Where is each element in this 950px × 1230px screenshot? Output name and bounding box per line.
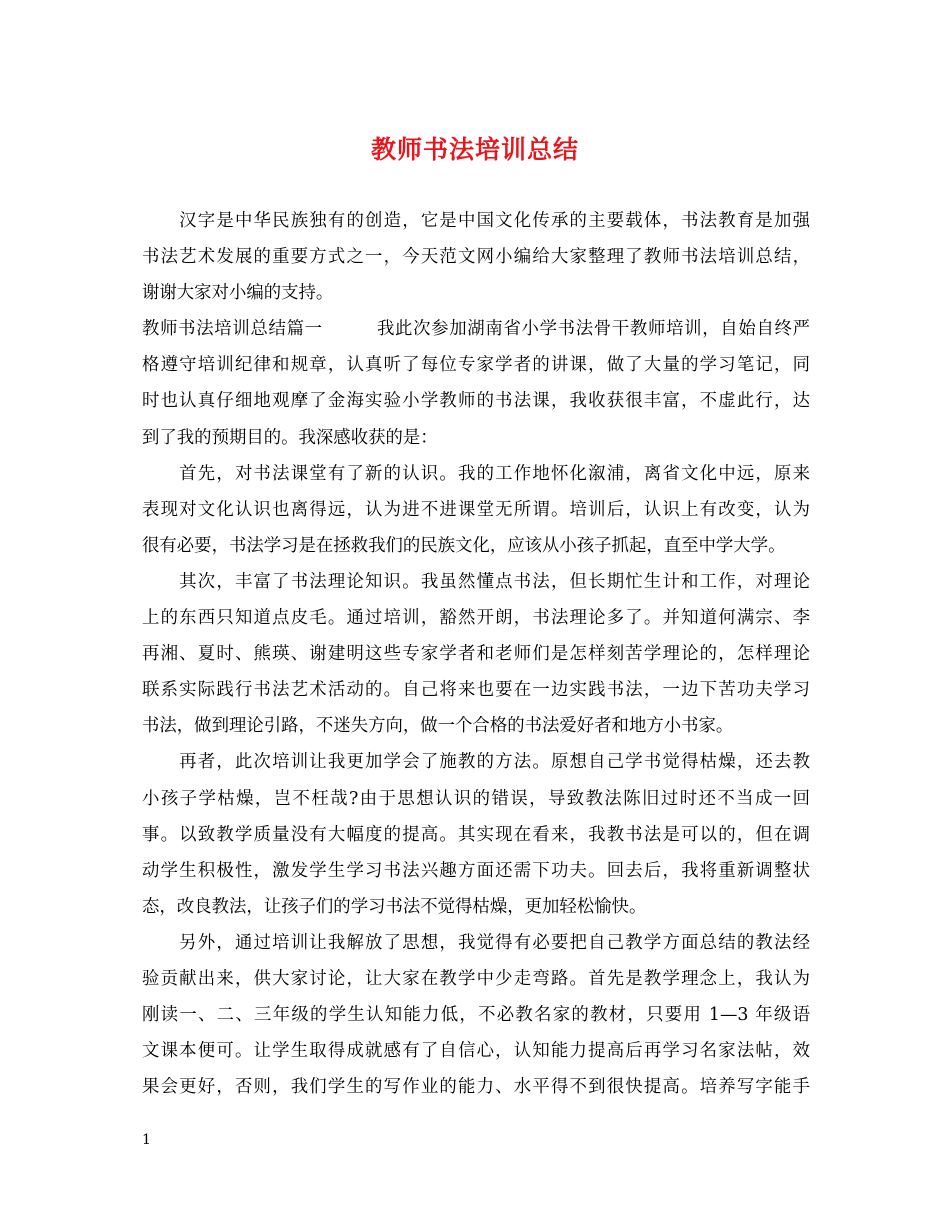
page-number: 1	[142, 1132, 151, 1148]
text-line-10: 很有必要，书法学习是在拯救我们的民族文化，应该从小孩子抓起，直至中学大学。	[142, 535, 786, 556]
text-line-22: 验贡献出来，供大家讨论，让大家在教学中少走弯路。首先是教学理念上，我认为	[142, 968, 810, 989]
text-line-19: 动学生积极性，激发学生学习书法兴趣方面还需下功夫。回去后，我将重新调整状	[142, 860, 810, 881]
text-line-6: 时也认真仔细地观摩了金海实验小学教师的书法课，我收获很丰富，不虚此行，达	[142, 391, 810, 412]
text-line-14: 联系实际践行书法艺术活动的。自己将来也要在一边实践书法，一边下苦功夫学习	[142, 680, 810, 701]
text-line-16: 再者，此次培训让我更加学会了施教的方法。原想自己学书觉得枯燥，还去教	[142, 752, 810, 773]
text-line-20: 态，改良教法，让孩子们的学习书法不觉得枯燥，更加轻松愉快。	[142, 896, 647, 917]
text-line-17: 小孩子学枯燥，岂不枉哉?由于思想认识的错误，导致教法陈旧过时还不当成一回	[142, 788, 810, 809]
document-title: 教师书法培训总结	[370, 135, 579, 164]
text-line-11: 其次，丰富了书法理论知识。我虽然懂点书法，但长期忙生计和工作，对理论	[142, 571, 810, 592]
text-line-9: 表现对文化认识也离得远，认为进不进课堂无所谓。培训后，认识上有改变，认为	[142, 499, 810, 520]
document-body	[142, 203, 810, 1105]
text-line-12: 上的东西只知道点皮毛。通过培训，豁然开朗，书法理论多了。并知道何满宗、李	[142, 608, 810, 629]
text-line-2: 书法艺术发展的重要方式之一，今天范文网小编给大家整理了教师书法培训总结，	[142, 247, 810, 268]
text-line-21: 另外，通过培训让我解放了思想，我觉得有必要把自己教学方面总结的教法经	[142, 932, 810, 953]
text-line-23: 刚读一、二、三年级的学生认知能力低，不必教名家的教材，只要用 1—3 年级语	[142, 1005, 810, 1026]
text-line-18: 事。以致教学质量没有大幅度的提高。其实现在看来，我教书法是可以的，但在调	[142, 824, 810, 845]
text-line-13: 再湘、夏时、熊瑛、谢建明这些专家学者和老师们是怎样刻苦学理论的，怎样理论	[142, 644, 810, 665]
text-line-7: 到了我的预期目的。我深感收获的是：	[142, 427, 438, 448]
text-line-24: 文课本便可。让学生取得成就感有了自信心，认知能力提高后再学习名家法帖，效	[142, 1041, 810, 1062]
text-line-4: 教师书法培训总结篇一 我此次参加湖南省小学书法骨干教师培训，自始自终严	[142, 319, 810, 340]
text-line-1: 汉字是中华民族独有的创造，它是中国文化传承的主要载体，书法教育是加强	[142, 211, 810, 231]
text-line-5: 格遵守培训纪律和规章，认真听了每位专家学者的讲课，做了大量的学习笔记，同	[142, 355, 810, 376]
text-line-3: 谢谢大家对小编的支持。	[142, 283, 334, 304]
text-line-25: 果会更好，否则，我们学生的写作业的能力、水平得不到很快提高。培养写字能手	[142, 1077, 810, 1098]
text-line-8: 首先，对书法课堂有了新的认识。我的工作地怀化溆浦，离省文化中远，原来	[142, 463, 810, 484]
text-line-15: 书法，做到理论引路，不迷失方向，做一个合格的书法爱好者和地方小书家。	[142, 716, 734, 737]
